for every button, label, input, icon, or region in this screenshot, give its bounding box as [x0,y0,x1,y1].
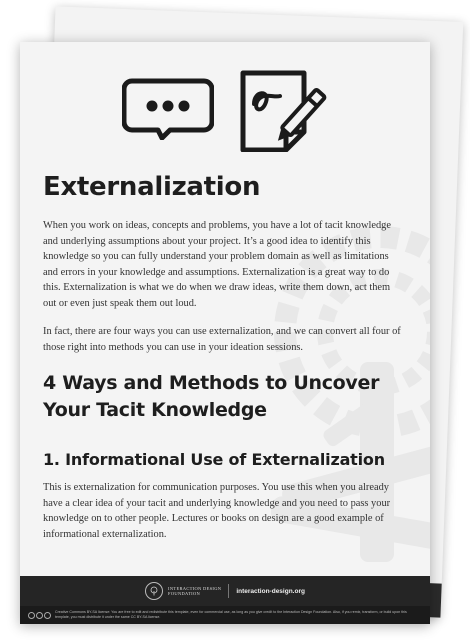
document-page [20,42,430,624]
footer-bar [20,576,430,606]
section-heading: 4 Ways and Methods to Uncover Your Tacit Knowledge [43,372,380,421]
license-bar [20,606,430,624]
idf-logo [145,582,221,600]
speech-bubble-icon [122,78,214,140]
subsection-heading: 1. Informational Use of Externalization [43,450,385,469]
icons-row [122,70,332,150]
logo-line-2: FOUNDATION [168,591,201,596]
footer-url-link[interactable]: interaction-design.org [236,587,305,595]
license-text: Creative Commons BY-SA license: You are free to edit and redistribute this template, even for commercial use, as long as you give credit to the Interaction Design Foundation. Also, if you remix, transform, or build upon this template, you must distribute it under the same CC BY-SA license. [55,610,407,619]
subsection-paragraph: This is externalization for communication purposes. You use this when you already have a clear idea of your tacit and underlying knowledge and you need to pass your knowledge on to other people. Lectures or books on design are a good example of informational externalization. [43,482,391,540]
tree-logo-icon [145,582,163,600]
second-paragraph: In fact, there are four ways you can use externalization, and we can convert all four of those right into methods you can use in your ideation sessions. [43,326,401,353]
note-pencil-icon [240,70,330,152]
cc-license-icon [28,612,51,619]
intro-paragraph: When you work on ideas, concepts and problems, you have a lot of tacit knowledge and underlying assumptions about your project. It’s a good idea to identify this knowledge so you can fully understand your problem domain as well as limitations and errors in your knowledge and assumptions. Externalization is a great way to do this. Externalization is what we do when we draw ideas, write them down, act them out or even just speak them out loud. [43,220,391,309]
page-title: Externalization [43,172,261,202]
logo-line-1: INTERACTION DESIGN [168,586,222,591]
footer-divider [228,584,229,598]
